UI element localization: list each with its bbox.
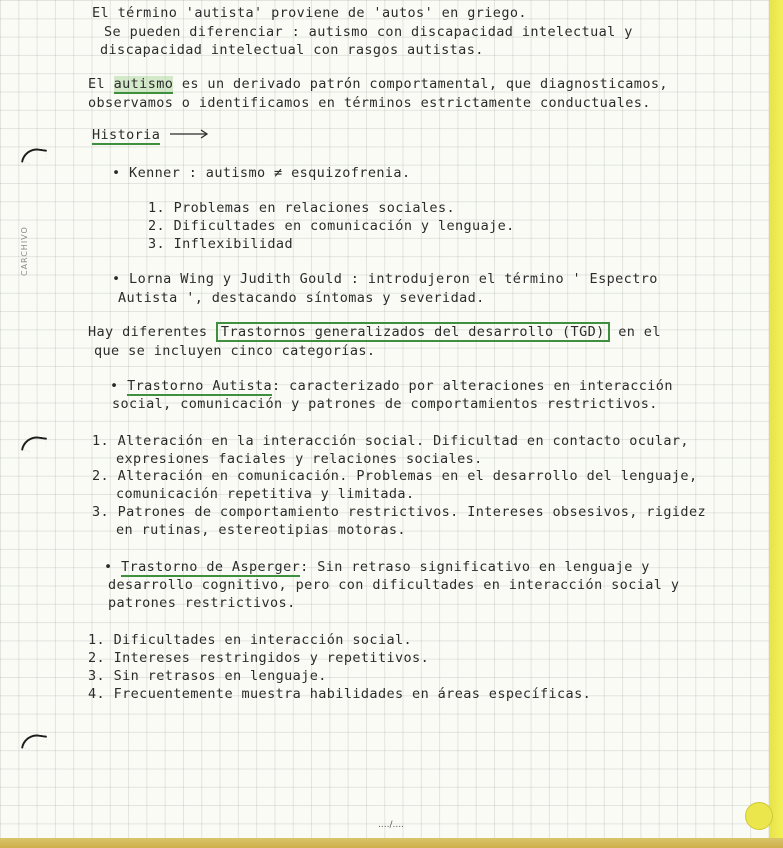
bullet-icon: • <box>104 559 122 575</box>
asperger-item: 1. Dificultades en interacción social. <box>88 632 413 648</box>
bullet-icon: • <box>110 378 128 394</box>
problem-item: 1. Problemas en relaciones sociales. <box>148 200 455 216</box>
autismo-highlight: autismo <box>113 76 174 92</box>
brand-logo: CARCHIVO <box>20 226 29 276</box>
page-edge <box>769 0 783 848</box>
note-line: Se pueden diferenciar : autismo con discapacidad intelectual y <box>104 24 633 40</box>
definition-word: El <box>88 76 106 92</box>
problem-item: 3. Inflexibilidad <box>148 236 293 252</box>
problem-item: 2. Dificultades en comunicación y lenguaje. <box>148 218 515 234</box>
autista-item: en rutinas, estereotipias motoras. <box>116 522 406 538</box>
asperger-desc: desarrollo cognitivo, pero con dificultades en interacción social y <box>108 577 680 593</box>
autista-heading-line <box>110 378 673 394</box>
autista-item: expresiones faciales y relaciones sociales. <box>116 451 483 467</box>
autista-item: 1. Alteración en la interacción social. Dificultad en contacto ocular, <box>92 433 689 449</box>
page-edge <box>0 838 783 848</box>
lorna-line: Autista ', destacando síntomas y severidad. <box>118 290 485 306</box>
asperger-desc: patrones restrictivos. <box>108 595 296 611</box>
lorna-line: • Lorna Wing y Judith Gould : introdujeron el término ' Espectro <box>112 271 658 287</box>
tgd-intro: Hay diferentes <box>88 324 208 340</box>
autista-desc: : caracterizado por alteraciones en interacción <box>272 378 673 394</box>
asperger-item: 3. Sin retrasos en lenguaje. <box>88 668 327 684</box>
definition-line <box>88 76 668 92</box>
tgd-line: que se incluyen cinco categorías. <box>94 343 376 359</box>
asperger-title: Trastorno de Asperger <box>121 559 301 575</box>
kenner-line: • Kenner : autismo ≠ esquizofrenia. <box>112 165 411 181</box>
definition-text: es un derivado patrón comportamental, que diagnosticamos, <box>181 76 668 92</box>
corner-sticker-icon <box>745 802 773 830</box>
tgd-boxed-term: Trastornos generalizados del desarrollo (TGD) <box>216 322 610 342</box>
arrow-right-icon <box>170 129 210 139</box>
autista-item: 3. Patrones de comportamiento restrictivos. Intereses obsesivos, rigidez <box>92 504 706 520</box>
autista-item: 2. Alteración en comunicación. Problemas en el desarrollo del lenguaje, <box>92 468 698 484</box>
historia-heading: Historia <box>92 127 161 143</box>
binder-hole-icon <box>21 434 47 453</box>
asperger-item: 2. Intereses restringidos y repetitivos. <box>88 650 430 666</box>
autista-item: comunicación repetitiva y limitada. <box>116 486 415 502</box>
definition-line: observamos o identificamos en términos estrictamente conductuales. <box>88 95 651 111</box>
autista-title: Trastorno Autista <box>127 378 273 394</box>
asperger-heading-line <box>104 559 650 575</box>
page-continuation-mark: ..../.... <box>378 820 404 830</box>
note-line: discapacidad intelectual con rasgos autistas. <box>100 42 484 58</box>
asperger-desc: : Sin retraso significativo en lenguaje y <box>300 559 650 575</box>
tgd-tail: en el <box>618 324 661 340</box>
binder-hole-icon <box>21 146 47 165</box>
autista-desc: social, comunicación y patrones de comportamientos restrictivos. <box>112 396 658 412</box>
note-line: El término 'autista' proviene de 'autos' en griego. <box>92 5 527 21</box>
asperger-item: 4. Frecuentemente muestra habilidades en áreas específicas. <box>88 686 592 702</box>
binder-hole-icon <box>21 732 47 751</box>
tgd-line <box>88 324 661 340</box>
